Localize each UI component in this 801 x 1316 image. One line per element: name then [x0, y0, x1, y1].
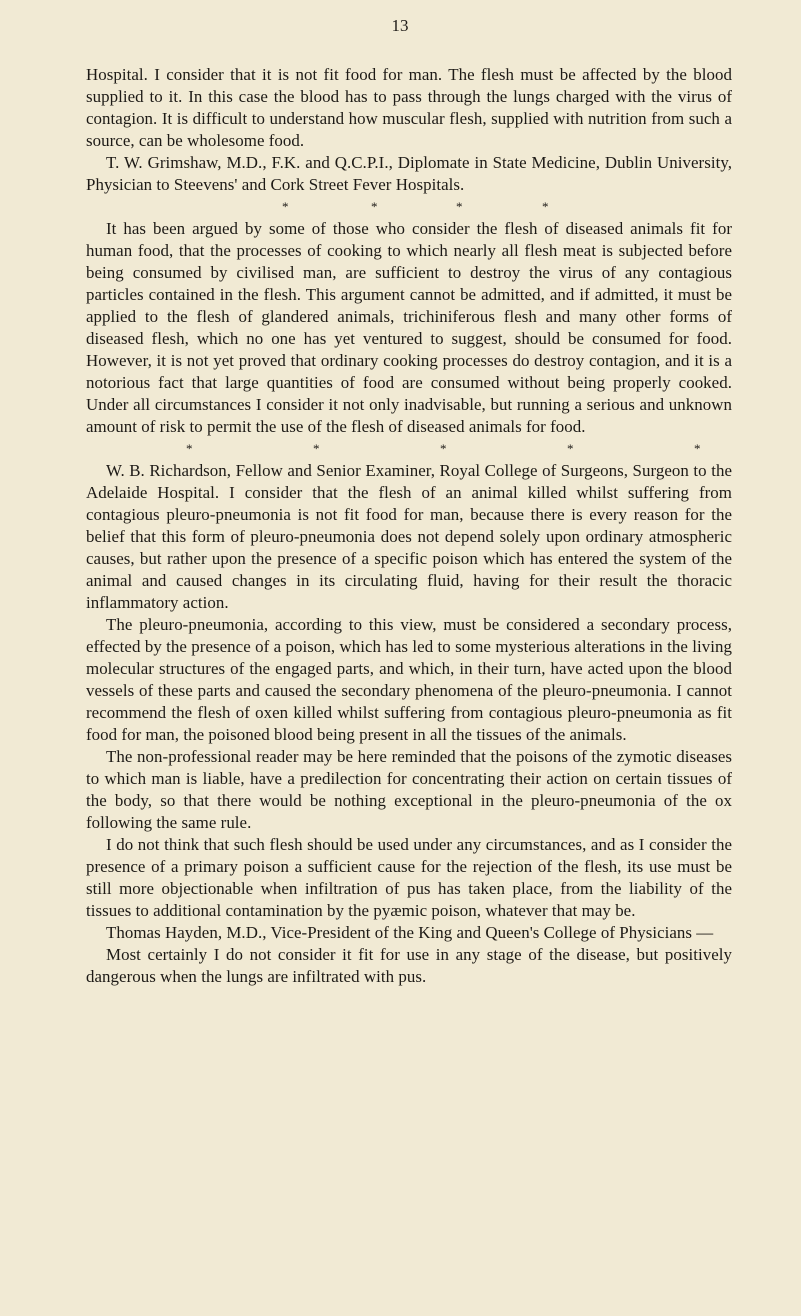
section-separator: [86, 438, 732, 460]
section-separator: [86, 196, 732, 218]
page-number: 13: [391, 16, 409, 35]
asterisk: *: [440, 441, 447, 456]
asterisk: *: [694, 441, 701, 456]
paragraph-richardson: W. B. Richardson, Fellow and Senior Examiner, Royal College of Surgeons, Surgeon to the Adelaide Hospital. I consider that the flesh of an animal killed whilst suffering from contagious pleuro-pneumonia is not fit food for man, because there is every reason for the belief that this form of pleuro-pneumonia does not depend solely upon ordinary atmospheric causes, but rather upon the presence of a specific poison which has entered the system of the animal and caused changes in its circulating fluid, having for their result the thoracic inflammatory action.: [86, 461, 732, 612]
paragraph-cooking-argument: It has been argued by some of those who consider the flesh of diseased animals fit for human food, that the processes of cooking to which nearly all flesh meat is subjected before being consumed by civilised man, are sufficient to destroy the virus of any contagious particles contained in the flesh. This argument cannot be admitted, and if admitted, it must be applied to the flesh of glandered animals, trichiniferous flesh and many other forms of diseased flesh, which no one has yet ventured to suggest, should be consumed for food. However, it is not yet proved that ordinary cooking processes do destroy contagion, and it is a notorious fact that large quantities of food are consumed without being properly cooked. Under all circumstances I consider it not only inadvisable, but running a serious and unknown amount of risk to permit the use of the flesh of diseased animals for food.: [86, 219, 732, 436]
asterisk: *: [371, 199, 378, 214]
paragraph-secondary-process: The pleuro-pneumonia, according to this view, must be considered a secondary process, effected by the presence of a poison, which has led to some mysterious alterations in the living molecular structures of the engaged parts, and which, in their turn, have acted upon the blood vessels of these parts and caused the secondary phenomena of the pleuro-pneumonia. I cannot recommend the flesh of oxen killed whilst suffering from contagious pleuro-pneumonia as fit food for man, the poisoned blood being present in all the tissues of the animals.: [86, 615, 732, 744]
asterisk: *: [282, 199, 289, 214]
paragraph-primary-poison: I do not think that such flesh should be used under any circumstances, and as I consider the presence of a primary poison a sufficient cause for the rejection of the flesh, its use must be still more objectionable when infiltration of pus has taken place, from the liability of the tissues to additional contamination by the pyæmic poison, whatever that may be.: [86, 835, 732, 920]
asterisk: *: [313, 441, 320, 456]
paragraph-hospital-continued: Hospital. I consider that it is not fit food for man. The flesh must be affected by the blood supplied to it. In this case the blood has to pass through the lungs charged with the virus of contagion. It is difficult to understand how muscular flesh, supplied with nutrition from such a source, can be wholesome food.: [86, 65, 732, 150]
asterisk: *: [186, 441, 193, 456]
paragraph-grimshaw-credentials: T. W. Grimshaw, M.D., F.K. and Q.C.P.I., Diplomate in State Medicine, Dublin University, Physician to Steevens' and Cork Street Fever Hospitals.: [86, 153, 732, 194]
paragraph-hayden-credentials: Thomas Hayden, M.D., Vice-President of the King and Queen's College of Physicians —: [106, 923, 714, 942]
asterisk: *: [456, 199, 463, 214]
body-text: [86, 64, 732, 988]
asterisk: *: [542, 199, 549, 214]
paragraph-zymotic-diseases: The non-professional reader may be here reminded that the poisons of the zymotic diseases to which man is liable, have a predilection for concentrating their action on certain tissues of the body, so that there would be nothing exceptional in the pleuro-pneumonia of the ox following the same rule.: [86, 747, 732, 832]
paragraph-hayden-opinion: Most certainly I do not consider it fit for use in any stage of the disease, but positively dangerous when the lungs are infiltrated with pus.: [86, 945, 732, 986]
asterisk: *: [567, 441, 574, 456]
